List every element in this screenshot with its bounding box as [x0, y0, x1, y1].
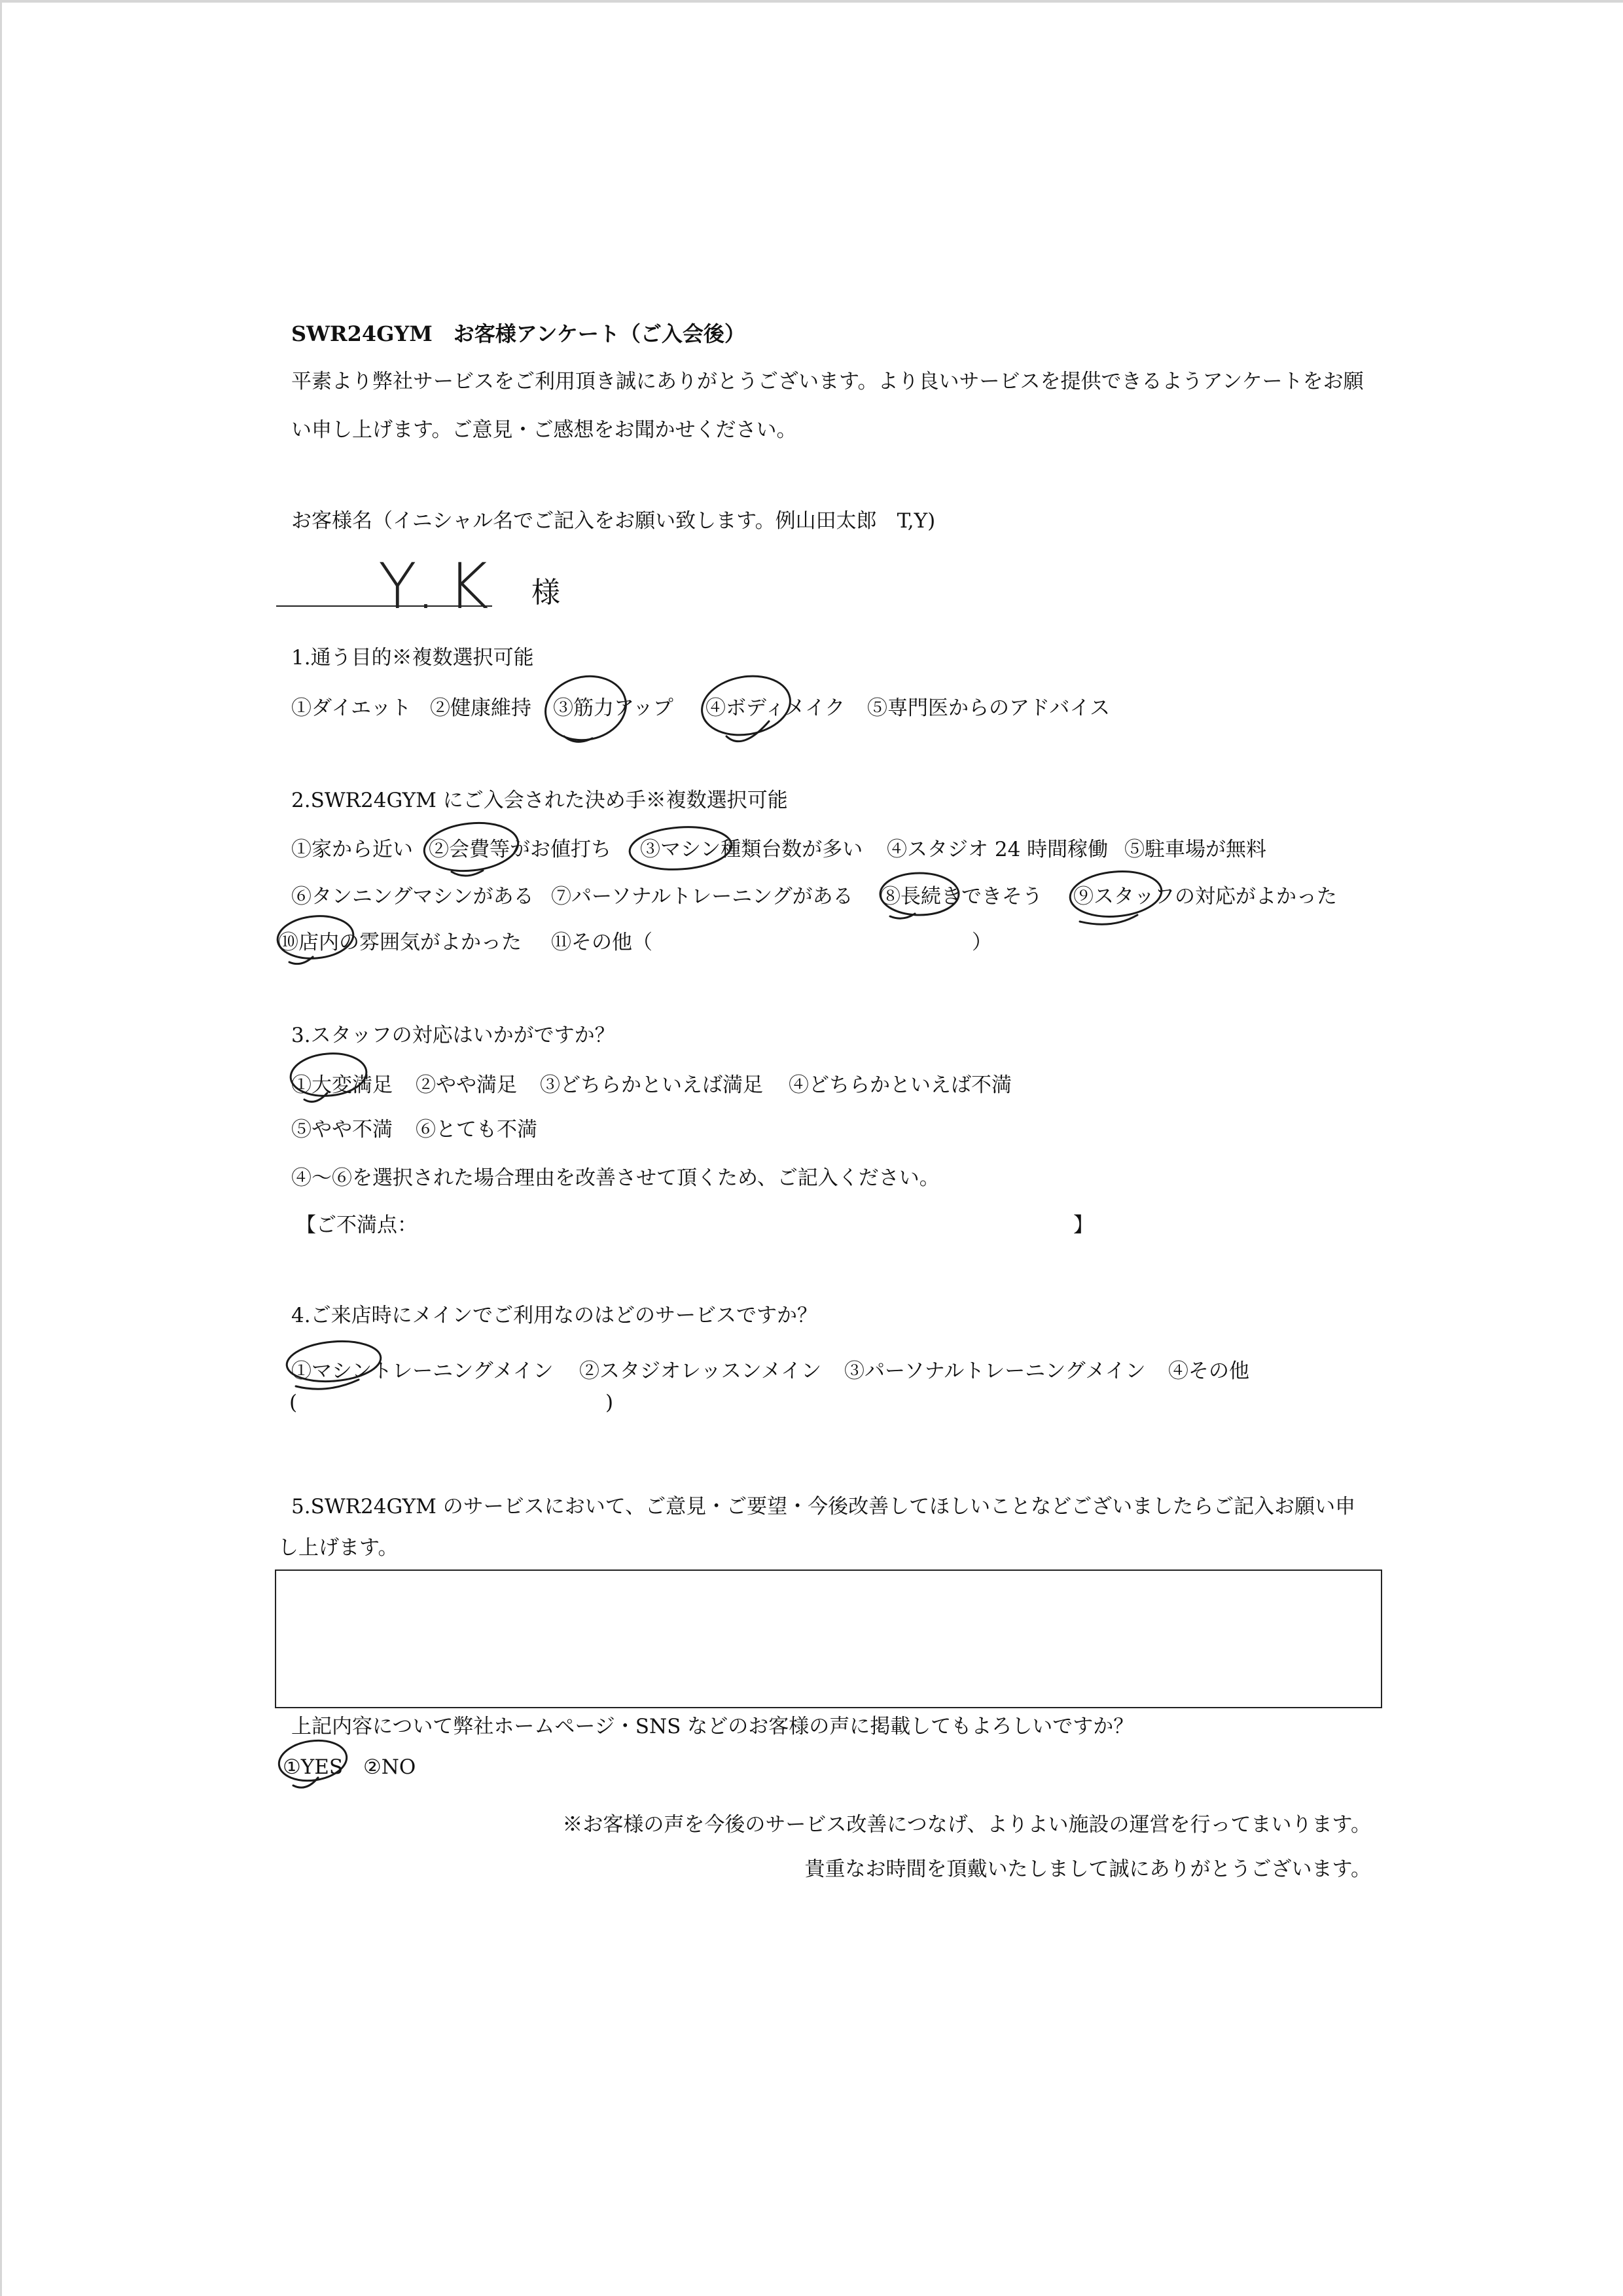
q2-option-11[interactable]: ⑪その他（ [551, 931, 652, 954]
customer-name-underline [276, 605, 492, 607]
intro-line-1: 平素より弊社サービスをご利用頂き誠にありがとうございます。より良いサービスを提供できるようアンケートをお願 [291, 370, 1364, 393]
intro-line-2: い申し上げます。ご意見・ご感想をお聞かせください。 [291, 418, 797, 442]
q5-title-line-1: 5.SWR24GYM のサービスにおいて、ご意見・ご要望・今後改善してほしいことなどございましたらご記入お願い申 [291, 1495, 1356, 1518]
q3-complaint-label: 【ご不満点： [296, 1213, 418, 1237]
tail-q2-option-2 [452, 870, 483, 876]
q2-option-2[interactable]: ②会費等がお値打ち [429, 838, 611, 861]
q2-option-9[interactable]: ⑨スタッフの対応がよかった [1073, 885, 1337, 908]
q2-option-5[interactable]: ⑤駐車場が無料 [1124, 838, 1266, 861]
q4-option-3[interactable]: ③パーソナルトレーニングメイン [844, 1359, 1146, 1383]
q4-title: 4.ご来店時にメインでご利用なのはどのサービスですか？ [291, 1304, 817, 1327]
q5-title-line-2: し上げます。 [278, 1536, 399, 1560]
consent-no-option[interactable]: ②NO [363, 1755, 416, 1779]
tail-q1-option-4 [726, 721, 769, 742]
consent-yes-option[interactable]: ①YES [283, 1755, 344, 1779]
q3-option-6[interactable]: ⑥とても不満 [416, 1118, 537, 1141]
q3-complaint-close: 】 [1073, 1213, 1094, 1237]
tail-q2-option-8 [890, 914, 915, 918]
customer-initials-handwritten[interactable]: Y.K [378, 550, 501, 623]
q2-option-1[interactable]: ①家から近い [291, 838, 413, 861]
q3-title: 3.スタッフの対応はいかがですか？ [291, 1024, 615, 1047]
footer-thanks: 貴重なお時間を頂戴いたしまして誠にありがとうございます。 [804, 1857, 1371, 1881]
q4-option-2[interactable]: ②スタジオレッスンメイン [579, 1359, 822, 1383]
tail-q2-option-9 [1080, 915, 1137, 924]
q2-option-10[interactable]: ⑩店内の雰囲気がよかった [278, 931, 522, 954]
q3-option-1[interactable]: ①大変満足 [291, 1073, 393, 1097]
q1-option-2[interactable]: ②健康維持 [430, 696, 531, 720]
tail-q2-option-10 [289, 957, 313, 964]
q1-option-5[interactable]: ⑤専門医からのアドバイス [867, 696, 1111, 720]
q2-option-4[interactable]: ④スタジオ 24 時間稼働 [887, 838, 1109, 861]
consent-question: 上記内容について弊社ホームページ・SNS などのお客様の声に掲載してもよろしいですか？ [291, 1715, 1134, 1738]
q2-option-8[interactable]: ⑧長続きできそう [880, 885, 1043, 908]
survey-title: SWR24GYM お客様アンケート（ご入会後） [291, 321, 745, 346]
q4-other-open: ( [289, 1391, 298, 1414]
q3-option-5[interactable]: ⑤やや不満 [291, 1118, 393, 1141]
q3-option-3[interactable]: ③どちらかといえば満足 [540, 1073, 763, 1097]
scan-edge-top [0, 0, 1623, 3]
customer-name-label: お客様名（イニシャル名でご記入をお願い致します。例山田太郎 T,Y) [291, 509, 936, 533]
q2-title: 2.SWR24GYM にご入会された決め手※複数選択可能 [291, 789, 788, 812]
q3-option-4[interactable]: ④どちらかといえば不満 [789, 1073, 1012, 1097]
tail-q1-option-3 [564, 736, 592, 742]
q2-option-3[interactable]: ③マシン種類台数が多い [640, 838, 863, 861]
q5-answer-box[interactable] [275, 1570, 1382, 1708]
q1-option-3[interactable]: ③筋力アップ [553, 696, 673, 720]
q4-other-close: ) [605, 1391, 614, 1414]
q1-title: 1.通う目的※複数選択可能 [291, 646, 534, 670]
q2-option-6[interactable]: ⑥タンニングマシンがある [291, 885, 534, 908]
q4-option-1[interactable]: ①マシントレーニングメイン [291, 1359, 554, 1383]
q1-option-4[interactable]: ④ボディメイク [705, 696, 846, 720]
customer-honorific: 様 [531, 576, 560, 609]
scan-edge-left [0, 0, 2, 2296]
q2-option-7[interactable]: ⑦パーソナルトレーニングがある [551, 885, 853, 908]
q4-option-4[interactable]: ④その他 [1168, 1359, 1249, 1383]
q1-option-1[interactable]: ①ダイエット [291, 696, 412, 720]
footer-note: ※お客様の声を今後のサービス改善につなげ、よりよい施設の運営を行ってまいります。 [562, 1813, 1371, 1837]
q2-other-close: ） [972, 931, 992, 954]
q3-note: ④～⑥を選択された場合理由を改善させて頂くため、ご記入ください。 [291, 1166, 940, 1190]
q3-option-2[interactable]: ②やや満足 [416, 1073, 517, 1097]
